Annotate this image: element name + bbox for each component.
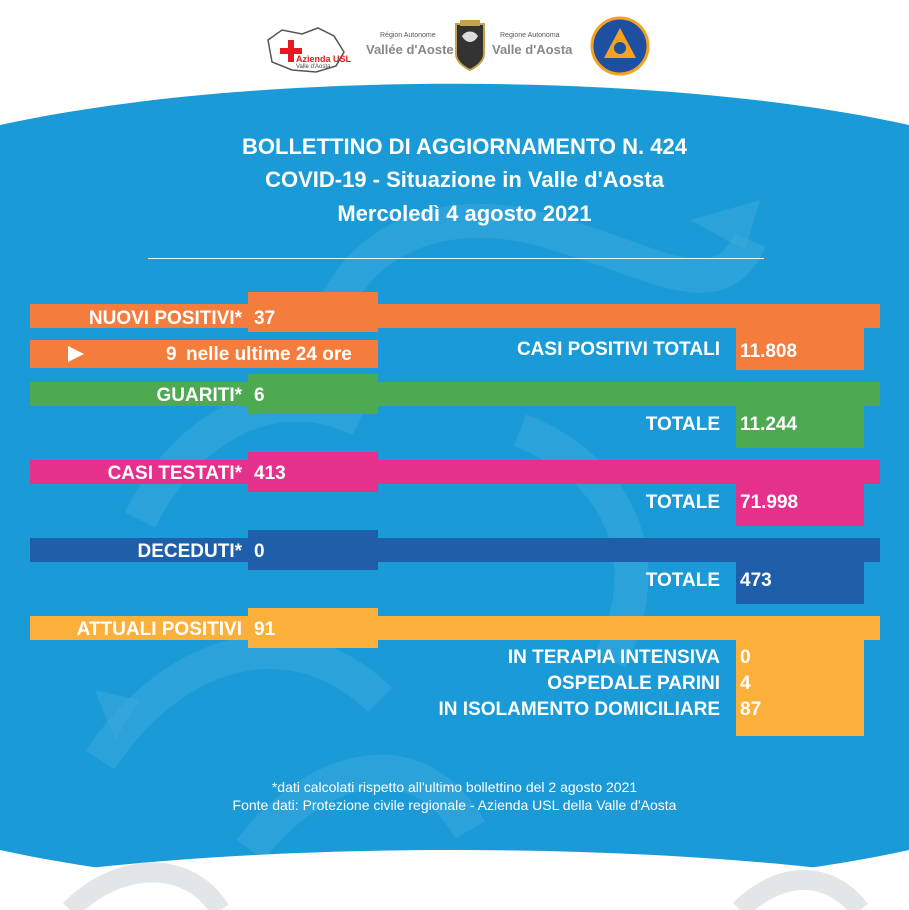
region-logo-small-it: Regione Autonoma <box>500 32 560 39</box>
casi-testati-totale-label: TOTALE <box>645 492 720 513</box>
deceduti-value-bar <box>248 530 378 570</box>
deceduti-totale-value: 473 <box>740 570 772 591</box>
casi-testati-totale-value: 71.998 <box>740 492 799 513</box>
casi-totali-value: 11.808 <box>740 341 798 362</box>
guariti-label: GUARITI* <box>156 385 242 406</box>
deceduti-totale-label: TOTALE <box>645 570 720 591</box>
attuali-positivi-strip <box>378 616 880 640</box>
usl-logo-sub: Valle d'Aosta <box>296 64 331 70</box>
casi-totali-label: CASI POSITIVI TOTALI <box>516 339 720 360</box>
casi-testati-label: CASI TESTATI* <box>107 463 242 484</box>
play-arrow-icon <box>66 344 86 364</box>
casi-testati-value: 413 <box>254 463 286 484</box>
deceduti-label: DECEDUTI* <box>137 541 242 562</box>
usl-logo-text: Azienda USL <box>296 54 352 64</box>
casi-testati-strip <box>378 460 880 484</box>
ospedale-parini-label: OSPEDALE PARINI <box>547 673 720 694</box>
guariti-value-bar <box>248 374 378 414</box>
guariti-totale-value: 11.244 <box>740 414 798 435</box>
guariti-value: 6 <box>254 385 265 406</box>
attuali-positivi-label: ATTUALI POSITIVI <box>76 619 242 640</box>
footer-note: *dati calcolati rispetto all'ultimo bollettino del 2 agosto 2021 <box>271 779 638 795</box>
isolamento-domiciliare-value: 87 <box>740 699 762 720</box>
logo-bar <box>0 0 909 100</box>
terapia-intensiva-label: IN TERAPIA INTENSIVA <box>507 647 720 668</box>
header-divider <box>148 258 764 259</box>
footer-source: Fonte dati: Protezione civile regionale - Azienda USL della Valle d'Aosta <box>232 797 677 813</box>
region-logo-name-fr: Vallée d'Aoste <box>366 42 454 57</box>
nuovi-positivi-strip <box>378 304 880 328</box>
isolamento-domiciliare-label: IN ISOLAMENTO DOMICILIARE <box>438 699 720 720</box>
terapia-intensiva-value: 0 <box>740 647 751 668</box>
deceduti-value: 0 <box>254 541 265 562</box>
region-logo-name-it: Valle d'Aosta <box>492 42 573 57</box>
guariti-strip <box>378 382 880 406</box>
deceduti-strip <box>378 538 880 562</box>
attuali-dettaglio-bar <box>736 640 864 736</box>
ultime-24-ore-value: 9 <box>166 344 177 365</box>
guariti-totale-label: TOTALE <box>645 414 720 435</box>
bulletin-date: Mercoledì 4 agosto 2021 <box>337 201 592 226</box>
attuali-positivi-value: 91 <box>254 619 276 640</box>
bulletin-title: BOLLETTINO DI AGGIORNAMENTO N. 424 <box>242 134 687 159</box>
ultime-24-ore-text: nelle ultime 24 ore <box>186 344 352 365</box>
region-logo-small-fr: Région Autonome <box>380 32 436 39</box>
ospedale-parini-value: 4 <box>740 673 751 694</box>
bulletin-subtitle: COVID-19 - Situazione in Valle d'Aosta <box>265 167 664 192</box>
nuovi-positivi-value: 37 <box>254 308 276 329</box>
protezione-civile-logo <box>590 16 650 76</box>
region-shield-icon <box>452 18 488 72</box>
nuovi-positivi-label: NUOVI POSITIVI* <box>88 308 242 329</box>
